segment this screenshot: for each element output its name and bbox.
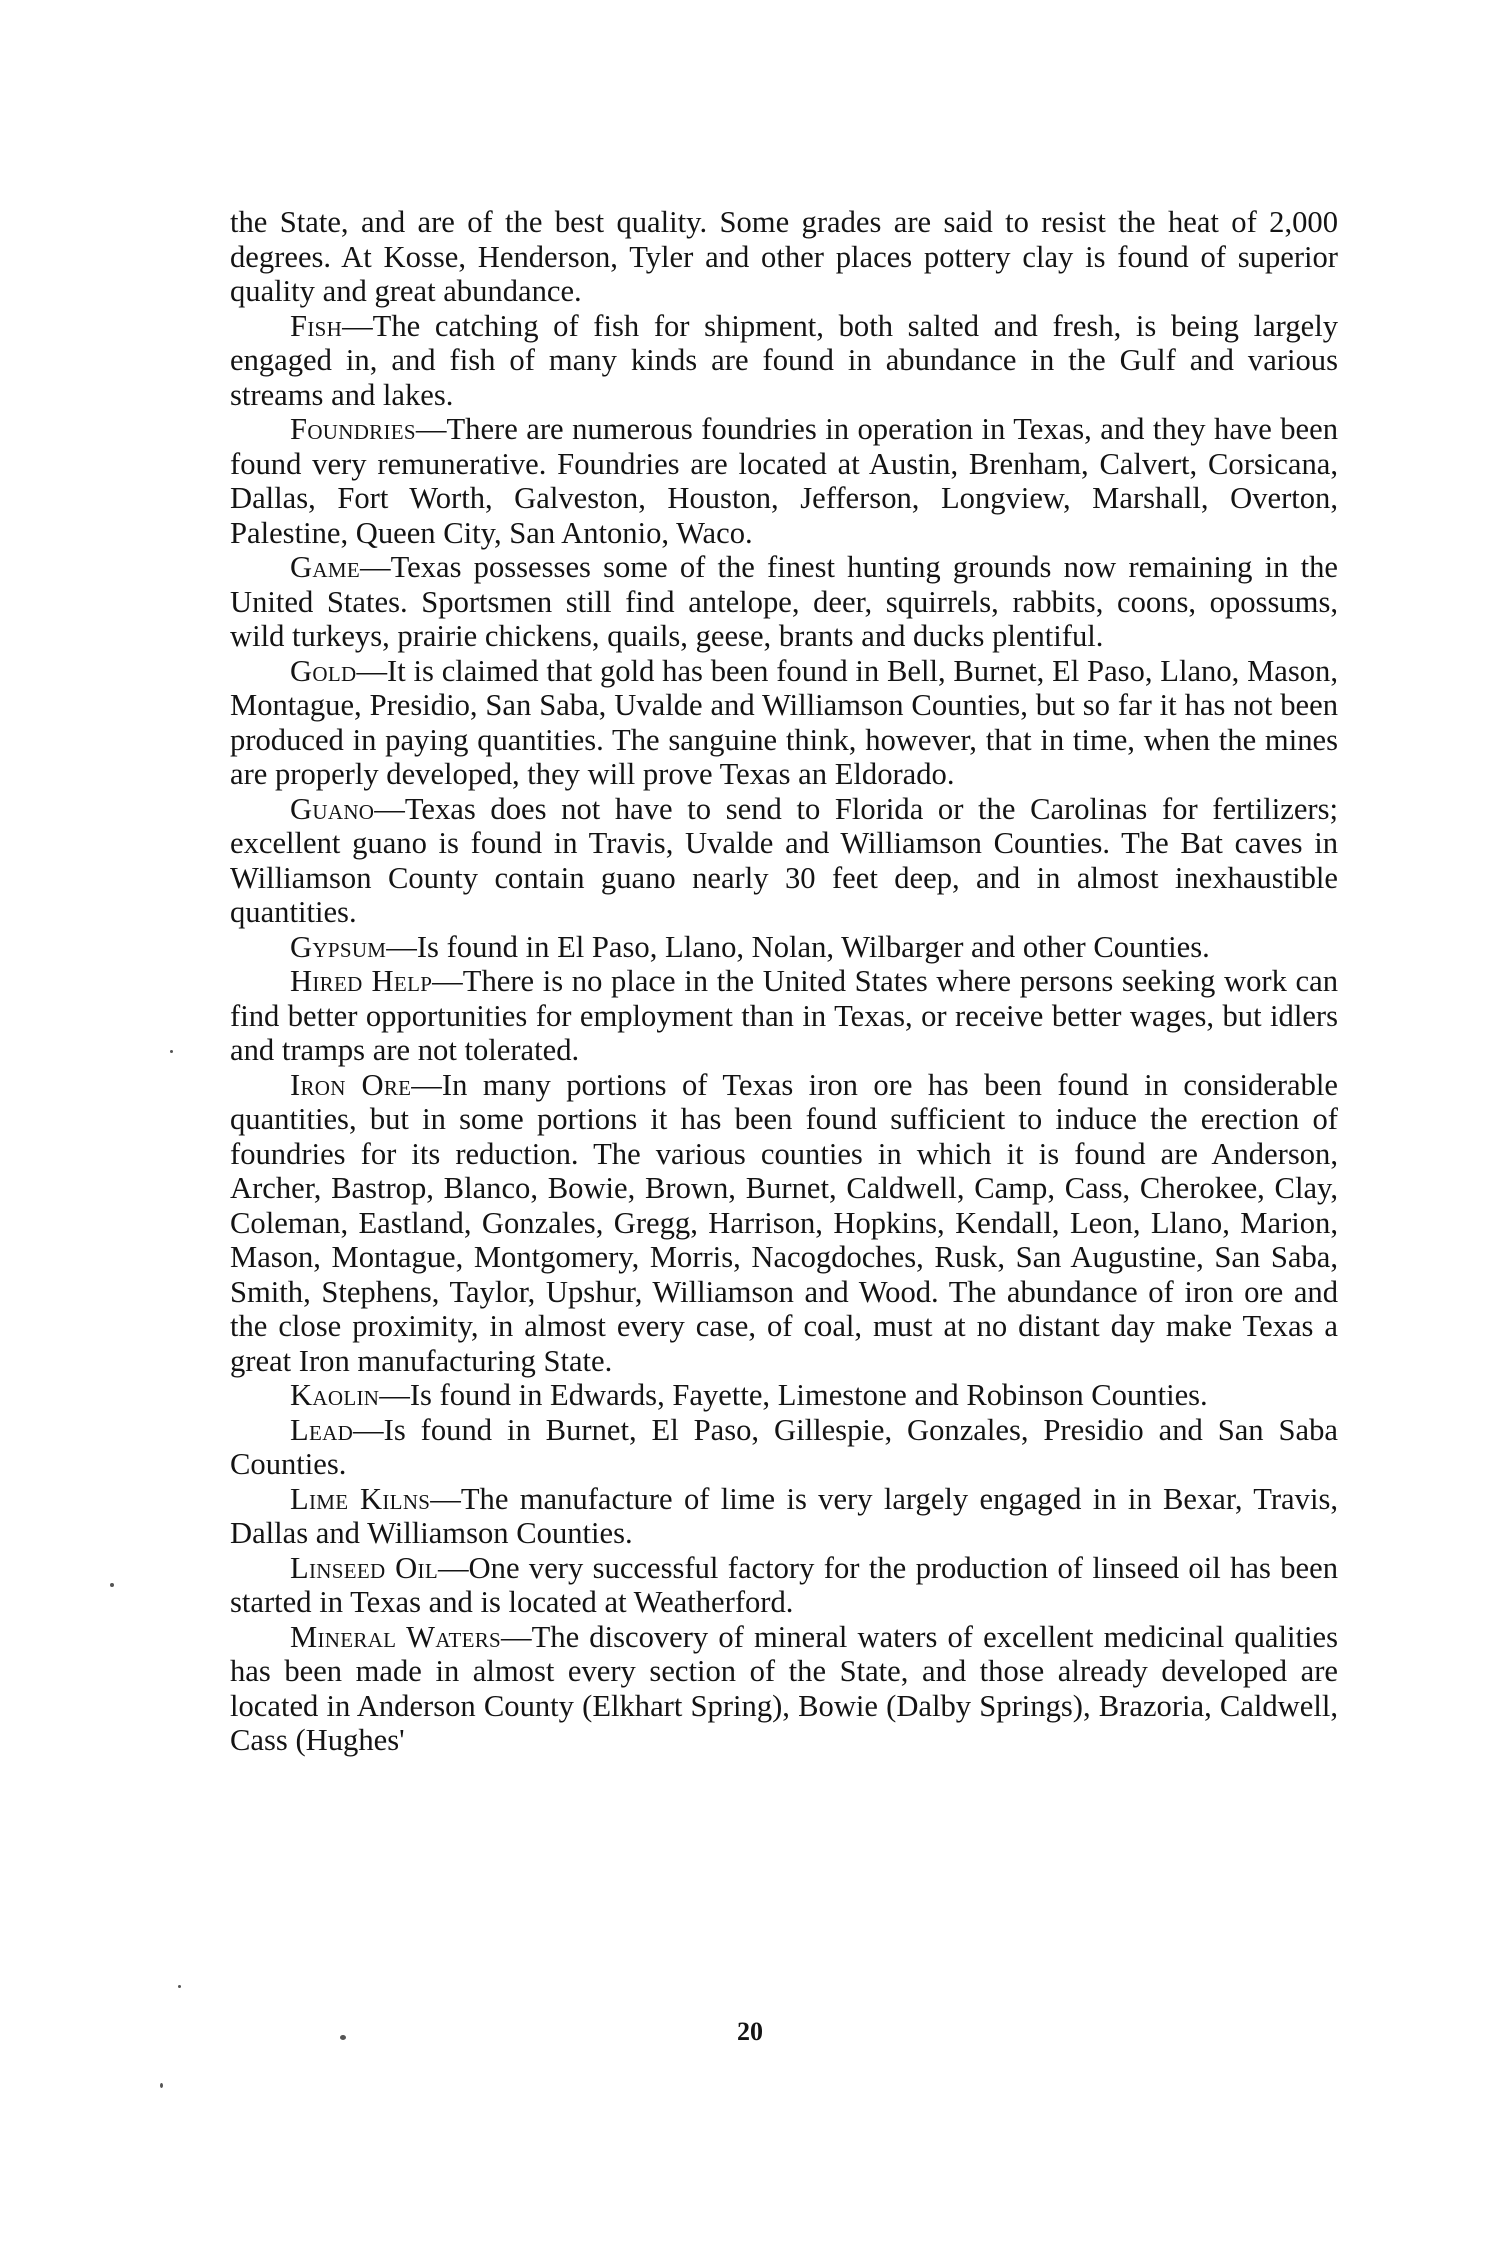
entry-text: —There is no place in the United States where persons seeking work can find better opportunities for employment than in Texas, or receive better wages, but idlers and tramps are not tolerated. [230,964,1338,1067]
entry-gold [230,654,1338,792]
entry-mineral-waters [230,1620,1338,1758]
entry-term: Guano [290,791,375,826]
scan-speck [178,1985,181,1988]
scan-speck [110,1583,114,1587]
entry-term: Lead [290,1412,354,1447]
entry-term: Linseed Oil [290,1550,438,1585]
entry-text: —The discovery of mineral waters of excellent medicinal qualities has been made in almost every section of the State, and those already developed are located in Anderson County (Elkhart Spring), Bowie (Dalby Springs), Brazoria, Caldwell, Cass (Hughes' [230,1619,1338,1757]
entry-text: —Is found in Burnet, El Paso, Gillespie, Gonzales, Presidio and San Saba Counties. [230,1412,1338,1481]
entry-kaolin [230,1378,1338,1413]
entry-hired-help [230,964,1338,1068]
entry-game [230,550,1338,654]
entry-text: —It is claimed that gold has been found in Bell, Burnet, El Paso, Llano, Mason, Montague, Presidio, San Saba, Uvalde and Williamson Counties, but so far it has not been produced in paying quantities. The sanguine think, however, that in time, when the mines are properly developed, they will prove Texas an Eldorado. [230,653,1338,791]
entry-foundries [230,412,1338,550]
entry-term: Lime Kilns [290,1481,431,1516]
entry-text: —Texas possesses some of the finest hunting grounds now remaining in the United States. Sportsmen still find antelope, deer, squirrels, rabbits, coons, opossums, wild turkeys, prairie chickens, quails, geese, brants and ducks plentiful. [230,550,1338,653]
entry-fish [230,309,1338,413]
entry-lime-kilns [230,1482,1338,1551]
entry-iron-ore [230,1068,1338,1379]
entry-text: —Is found in Edwards, Fayette, Limestone and Robinson Counties. [379,1378,1208,1412]
page-number: 20 [737,2017,763,2046]
entry-term: Gold [290,653,357,688]
entry-text: —Is found in El Paso, Llano, Nolan, Wilbarger and other Counties. [386,929,1210,964]
entry-text: —One very successful factory for the production of linseed oil has been started in Texas and is located at Weatherford. [230,1550,1338,1619]
entry-text: —In many portions of Texas iron ore has been found in considerable quantities, but in some portions it has been found sufficient to induce the erection of foundries for its reduction. The various counties in which it is found are Anderson, Archer, Bastrop, Blanco, Bowie, Brown, Burnet, Caldwell, Camp, Cass, Cherokee, Clay, Coleman, Eastland, Gonzales, Gregg, Harrison, Hopkins, Kendall, Leon, Llano, Marion, Mason, Montague, Montgomery, Morris, Nacogdoches, Rusk, San Augustine, San Saba, Smith, Stephens, Taylor, Upshur, Williamson and Wood. The abundance of iron ore and the close proximity, in almost every case, of coal, must at no distant day make Texas a great Iron manufacturing State. [230,1067,1338,1378]
entry-lead [230,1413,1338,1482]
entry-gypsum [230,930,1338,965]
entry-term: Hired Help [290,964,433,998]
scan-speck [160,2083,163,2088]
body-text [230,205,1338,1758]
entry-text: —The catching of fish for shipment, both salted and fresh, is being largely engaged in, and fish of many kinds are found in abundance in the Gulf and various streams and lakes. [230,308,1338,412]
entry-text: —The manufacture of lime is very largely engaged in in Bexar, Travis, Dallas and Williamson Counties. [230,1481,1338,1550]
entry-guano [230,792,1338,930]
intro-paragraph: the State, and are of the best quality. Some grades are said to resist the heat of 2,000 degrees. At Kosse, Henderson, Tyler and other places pottery clay is found of superior quality and great abundance. [230,205,1338,308]
scan-speck [170,1050,173,1053]
entry-term: Mineral Waters [290,1619,502,1654]
entry-term: Foundries [290,412,416,446]
entry-term: Game [290,550,360,584]
entry-term: Gypsum [290,929,387,964]
entry-text: —Texas does not have to send to Florida or the Carolinas for fertilizers; excellent guano is found in Travis, Uvalde and Williamson Counties. The Bat caves in Williamson County contain guano nearly 30 feet deep, and in almost inexhaustible quantities. [230,791,1338,929]
entry-linseed-oil [230,1551,1338,1620]
scan-speck [340,2035,346,2040]
entry-term: Fish [290,308,343,343]
entry-term: Kaolin [290,1378,380,1412]
entry-text: —There are numerous foundries in operation in Texas, and they have been found very remunerative. Foundries are located at Austin, Brenham, Calvert, Corsicana, Dallas, Fort Worth, Galveston, Houston, Jefferson, Longview, Marshall, Overton, Palestine, Queen City, San Antonio, Waco. [230,412,1338,550]
entry-term: Iron Ore [290,1067,412,1102]
